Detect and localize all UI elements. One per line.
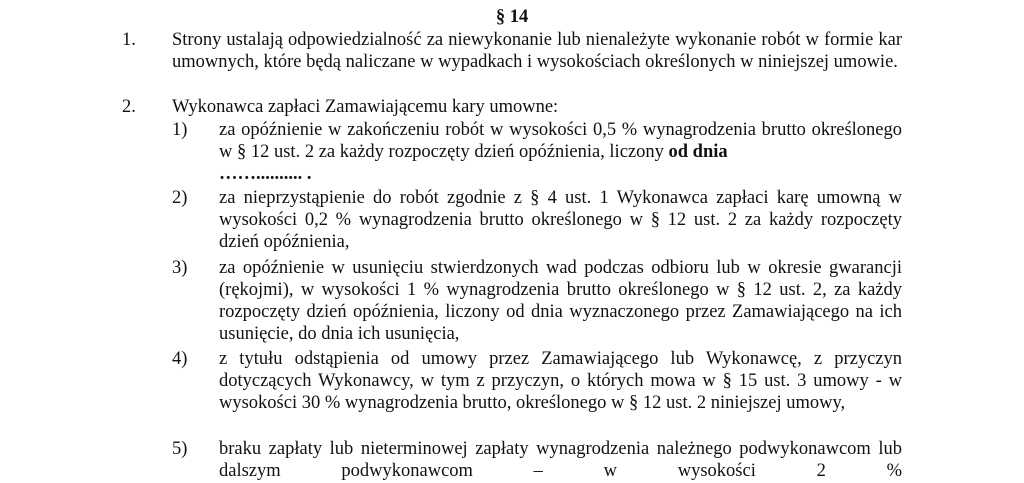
subpoint-number: 4) [172,349,188,369]
subpoint-text: z tytułu odstąpienia od umowy przez Zamawiającego lub Wykonawcę, z przyczyn dotyczących Wykonawcy, w tym z przyczyn, o których mowa w § 15 ust. 3 umowy - w wysokości 30 % wynagrodzenia brutto, określonego w § 12 ust. 2 niniejszej umowy, [219,349,902,413]
subpoint-text: za nieprzystąpienie do robót zgodnie z § 4 ust. 1 Wykonawca zapłaci karę umowną w wysokości 0,2 % wynagrodzenia brutto określonego w § 12 ust. 2 za każdy rozpoczęty dzień opóźnienia, [219,188,902,252]
subpoint-text: braku zapłaty lub nieterminowej zapłaty wynagrodzenia należnego podwykonawcom lub dalszym podwykonawcom – w wysokości 2 % [219,439,902,481]
point-number: 2. [122,97,136,117]
subpoint-number: 3) [172,258,188,278]
subpoint-number: 5) [172,439,188,459]
point-text: Wykonawca zapłaci Zamawiającemu kary umowne: [172,97,559,117]
subpoint-text [219,119,902,185]
blank-date-placeholder: …….......... . [219,164,312,184]
subpoint-number: 1) [172,120,188,140]
point-text: Strony ustalają odpowiedzialność za niewykonanie lub nienależyte wykonanie robót w formie kar umownych, które będą naliczane w wypadkach i wysokościach określonych w niniejszej umowie. [172,30,902,72]
section-title: § 14 [495,7,529,27]
point-number: 1. [122,30,136,50]
subpoint-text: za opóźnienie w usunięciu stwierdzonych wad podczas odbioru lub w okresie gwarancji (rękojmi), w wysokości 1 % wynagrodzenia brutto określonego w § 12 ust. 2, za każdy rozpoczęty dzień opóźnienia, liczony od dnia wyznaczonego przez Zamawiającego na ich usunięcie, do dnia ich usunięcia, [219,258,902,344]
subpoint-text-regular: za opóźnienie w zakończeniu robót w wysokości 0,5 % wynagrodzenia brutto określonego w § 12 ust. 2 za każdy rozpoczęty dzień opóźnienia, liczony [219,120,902,162]
subpoint-text-bold: od dnia [668,142,728,162]
subpoint-number: 2) [172,188,188,208]
